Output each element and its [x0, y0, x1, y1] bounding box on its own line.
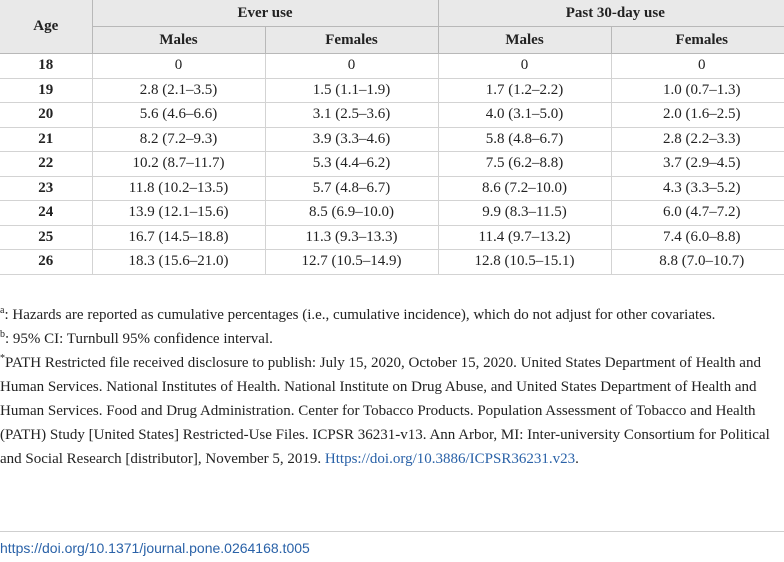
cell-ever-females: 5.7 (4.8–6.7): [265, 176, 438, 201]
past-30-day-use-header: Past 30-day use: [438, 0, 784, 27]
footnote-a-marker: a: [0, 305, 5, 316]
cell-ever-males: 16.7 (14.5–18.8): [92, 225, 265, 250]
table-row: [0, 152, 784, 177]
cell-age: 19: [0, 78, 92, 103]
age-column-header: Age: [0, 0, 92, 54]
cell-p30-females: 3.7 (2.9–4.5): [611, 152, 784, 177]
data-table-container: [0, 0, 784, 275]
cell-age: 25: [0, 225, 92, 250]
cell-ever-females: 8.5 (6.9–10.0): [265, 201, 438, 226]
footnote-star: [0, 351, 784, 471]
cell-p30-females: 1.0 (0.7–1.3): [611, 78, 784, 103]
table-row: [0, 201, 784, 226]
table-doi-link[interactable]: https://doi.org/10.1371/journal.pone.0264168.t005: [0, 540, 310, 556]
table-row: [0, 103, 784, 128]
cell-ever-females: 3.9 (3.3–4.6): [265, 127, 438, 152]
cell-age: 20: [0, 103, 92, 128]
table-row: [0, 225, 784, 250]
divider: [0, 531, 784, 532]
cell-p30-females: 2.0 (1.6–2.5): [611, 103, 784, 128]
cell-age: 23: [0, 176, 92, 201]
cell-age: 18: [0, 54, 92, 79]
cell-p30-males: 12.8 (10.5–15.1): [438, 250, 611, 275]
cell-p30-females: 0: [611, 54, 784, 79]
cell-ever-males: 0: [92, 54, 265, 79]
table-row: [0, 78, 784, 103]
footnote-a-text: : Hazards are reported as cumulative percentages (i.e., cumulative incidence), which do not adjust for other covariates.: [4, 307, 716, 323]
icpsr-doi-link[interactable]: Https://doi.org/10.3886/ICPSR36231.v23: [324, 451, 576, 467]
cell-p30-males: 11.4 (9.7–13.2): [438, 225, 611, 250]
cell-ever-males: 10.2 (8.7–11.7): [92, 152, 265, 177]
ever-females-header: Females: [265, 27, 438, 54]
cell-p30-females: 6.0 (4.7–7.2): [611, 201, 784, 226]
cell-ever-females: 1.5 (1.1–1.9): [265, 78, 438, 103]
table-row: [0, 176, 784, 201]
cell-ever-females: 3.1 (2.5–3.6): [265, 103, 438, 128]
cell-ever-males: 5.6 (4.6–6.6): [92, 103, 265, 128]
table-row: [0, 54, 784, 79]
cell-p30-males: 9.9 (8.3–11.5): [438, 201, 611, 226]
cell-p30-males: 8.6 (7.2–10.0): [438, 176, 611, 201]
footnote-star-marker: *: [0, 353, 5, 364]
cell-ever-males: 18.3 (15.6–21.0): [92, 250, 265, 275]
table-body: [0, 54, 784, 275]
footnote-star-text: PATH Restricted file received disclosure to publish: July 15, 2020, October 15, 2020. United States Department of Health and Human Services. National Institutes of Health. National Institute on Drug Abuse, and United States Department of Health and Human Services. Food and Drug Administration. Center for Tobacco Products. Population Assessment of Tobacco and Health (PATH) Study [United States] Restricted-Use Files. ICPSR 36231-v13. Ann Arbor, MI: Inter-university Consortium for Political and Social Research [distributor], November 5, 2019.: [0, 355, 770, 467]
cell-ever-females: 11.3 (9.3–13.3): [265, 225, 438, 250]
footnote-b-text: : 95% CI: Turnbull 95% confidence interval.: [5, 331, 273, 347]
cell-p30-females: 2.8 (2.2–3.3): [611, 127, 784, 152]
cell-p30-females: 4.3 (3.3–5.2): [611, 176, 784, 201]
ever-use-header: Ever use: [92, 0, 438, 27]
past30-females-header: Females: [611, 27, 784, 54]
cell-ever-females: 12.7 (10.5–14.9): [265, 250, 438, 275]
cell-p30-females: 7.4 (6.0–8.8): [611, 225, 784, 250]
footnote-b: [0, 327, 784, 351]
ever-males-header: Males: [92, 27, 265, 54]
cell-p30-males: 7.5 (6.2–8.8): [438, 152, 611, 177]
cell-ever-males: 8.2 (7.2–9.3): [92, 127, 265, 152]
cell-ever-males: 13.9 (12.1–15.6): [92, 201, 265, 226]
cell-p30-males: 4.0 (3.1–5.0): [438, 103, 611, 128]
footnote-star-end: .: [575, 451, 579, 467]
cell-age: 26: [0, 250, 92, 275]
footnote-b-marker: b: [0, 329, 5, 340]
cell-ever-females: 5.3 (4.4–6.2): [265, 152, 438, 177]
cell-ever-males: 2.8 (2.1–3.5): [92, 78, 265, 103]
footnote-a: [0, 303, 784, 327]
cell-ever-females: 0: [265, 54, 438, 79]
cell-age: 22: [0, 152, 92, 177]
cell-p30-males: 1.7 (1.2–2.2): [438, 78, 611, 103]
table-row: [0, 127, 784, 152]
cell-p30-males: 5.8 (4.8–6.7): [438, 127, 611, 152]
cell-ever-males: 11.8 (10.2–13.5): [92, 176, 265, 201]
cell-age: 24: [0, 201, 92, 226]
table-row: [0, 250, 784, 275]
cell-p30-females: 8.8 (7.0–10.7): [611, 250, 784, 275]
cell-age: 21: [0, 127, 92, 152]
table-footnotes: [0, 303, 784, 471]
cell-p30-males: 0: [438, 54, 611, 79]
cumulative-incidence-table: [0, 0, 784, 275]
past30-males-header: Males: [438, 27, 611, 54]
